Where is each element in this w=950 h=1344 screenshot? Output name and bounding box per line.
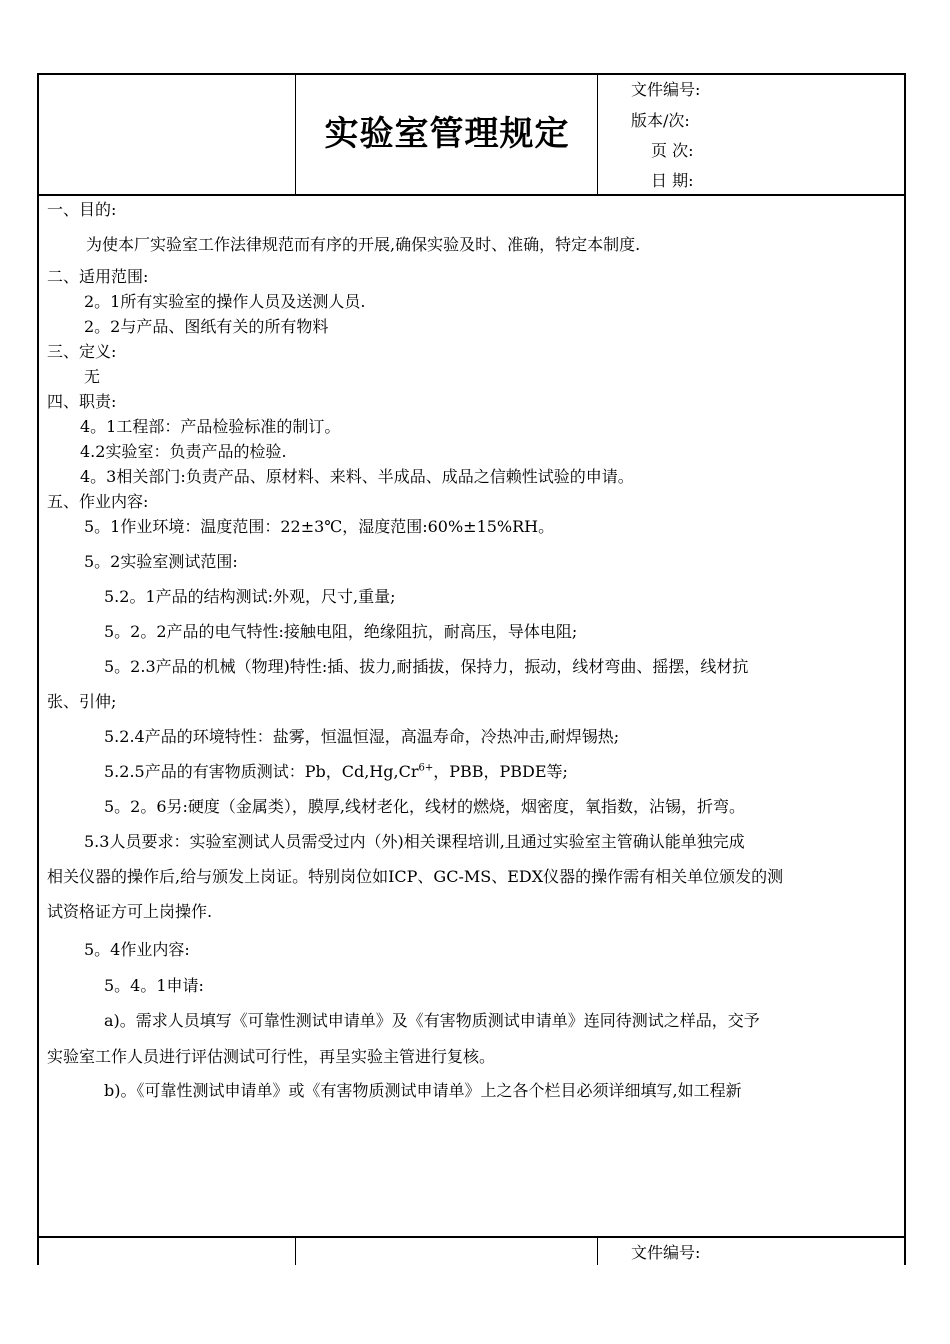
section-heading-duty: 四、职责: xyxy=(47,392,117,411)
paragraph-hazard-test xyxy=(104,761,568,783)
section-heading-work: 五、作业内容: xyxy=(47,492,149,511)
paragraph: 5。2实验室测试范围: xyxy=(84,552,238,571)
paragraph: b)。《可靠性测试申请单》或《有害物质测试申请单》上之各个栏目必须详细填写,如工程新 xyxy=(104,1081,742,1100)
hazard-test-text-tail: ，PBB，PBDE等; xyxy=(433,762,568,781)
meta-doc-number: 文件编号: xyxy=(631,80,701,99)
paragraph: 5。2.3产品的机械（物理)特性:插、拔力,耐插拔，保持力，振动，线材弯曲、摇摆，线材抗 xyxy=(104,657,749,676)
meta-date: 日 期: xyxy=(651,171,694,190)
footer-doc-number: 文件编号: xyxy=(631,1243,701,1262)
paragraph: 5.2。1产品的结构测试:外观，尺寸,重量; xyxy=(104,587,396,606)
section-heading-definition: 三、定义: xyxy=(47,342,117,361)
paragraph: 2。1所有实验室的操作人员及送测人员. xyxy=(84,292,366,311)
paragraph: 5.3人员要求：实验室测试人员需受过内（外)相关课程培训,且通过实验室主管确认能单独完成 xyxy=(84,832,745,851)
paragraph: 实验室工作人员进行评估测试可行性，再呈实验主管进行复核。 xyxy=(47,1047,496,1066)
paragraph: 2。2与产品、图纸有关的所有物料 xyxy=(84,317,329,336)
paragraph: 4.2实验室：负责产品的检验. xyxy=(80,442,287,461)
paragraph: a)。需求人员填写《可靠性测试申请单》及《有害物质测试申请单》连同待测试之样品，交予 xyxy=(104,1011,760,1030)
footer-divider-left xyxy=(295,1237,296,1265)
paragraph: 5。4作业内容: xyxy=(84,940,190,959)
footer-top-rule xyxy=(37,1236,906,1238)
section-heading-purpose: 一、目的: xyxy=(47,200,117,219)
paragraph: 5。1作业环境：温度范围：22±3℃，湿度范围:60%±15%RH。 xyxy=(84,517,555,536)
paragraph: 张、引伸; xyxy=(47,692,117,711)
paragraph: 4。3相关部门:负责产品、原材料、来料、半成品、成品之信赖性试验的申请。 xyxy=(80,467,634,486)
paragraph: 4。1工程部：产品检验标准的制订。 xyxy=(80,417,341,436)
superscript: 6+ xyxy=(418,762,434,774)
section-heading-scope: 二、适用范围: xyxy=(47,267,149,286)
paragraph: 5.2.4产品的环境特性：盐雾，恒温恒湿，高温寿命，冷热冲击,耐焊锡热; xyxy=(104,727,620,746)
meta-version: 版本/次: xyxy=(631,111,690,130)
hazard-test-text: 5.2.5产品的有害物质测试：Pb，Cd,Hg,Cr xyxy=(104,762,419,781)
paragraph: 相关仪器的操作后,给与颁发上岗证。特别岗位如ICP、GC-MS、EDX仪器的操作需有相关单位颁发的测 xyxy=(47,867,784,886)
header-bottom-rule xyxy=(37,194,906,196)
paragraph: 5。2。6另:硬度（金属类），膜厚,线材老化，线材的燃烧，烟密度，氧指数，沾锡，折弯。 xyxy=(104,797,746,816)
paragraph: 为使本厂实验室工作法律规范而有序的开展,确保实验及时、准确，特定本制度. xyxy=(86,235,641,254)
paragraph: 5。4。1申请: xyxy=(104,976,204,995)
paragraph: 5。2。2产品的电气特性:接触电阻，绝缘阻抗，耐高压，导体电阻; xyxy=(104,622,578,641)
footer-divider-right xyxy=(597,1237,598,1265)
document-title: 实验室管理规定 xyxy=(324,114,570,154)
meta-page: 页 次: xyxy=(651,141,694,160)
paragraph: 无 xyxy=(84,367,101,386)
paragraph: 试资格证方可上岗操作. xyxy=(47,902,213,921)
